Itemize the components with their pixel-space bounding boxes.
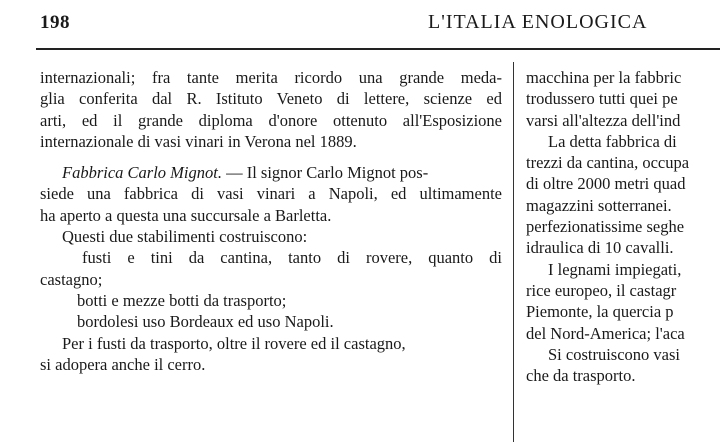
list-item: botti e mezze botti da trasporto;	[77, 290, 287, 310]
text-line: macchina per la fabbric	[526, 68, 682, 87]
text-line: — Il signor Carlo Mignot pos-	[221, 163, 429, 183]
section-heading-line	[40, 162, 502, 183]
text-line: Questi due stabilimenti costruiscono:	[62, 227, 308, 247]
left-column	[40, 67, 502, 375]
header-rule	[36, 48, 720, 50]
right-column	[526, 67, 720, 386]
text-line: siede una fabbrica di vasi vinari a Napoli, ed ultimamente	[40, 184, 502, 204]
text-line: glia conferita dal R. Istituto Veneto di lettere, scienze ed	[40, 89, 502, 109]
text-line: internazionale di vasi vinari in Verona nel 1889.	[40, 131, 357, 151]
list-item: fusti e tini da cantina, tanto di rovere, quanto di	[82, 248, 502, 268]
text-line: si adopera anche il cerro.	[40, 354, 206, 374]
text-line: magazzini sotterranei.	[526, 195, 672, 215]
text-line: trodussero tutti quei pe	[526, 89, 678, 109]
text-line: che da trasporto.	[526, 366, 636, 386]
text-line: arti, ed il grande diploma d'onore ottenuto all'Esposizione	[40, 110, 502, 130]
page-number: 198	[40, 12, 70, 33]
list-item: castagno;	[40, 269, 103, 289]
list-item: bordolesi uso Bordeaux ed uso Napoli.	[77, 312, 334, 332]
text-line: Piemonte, la quercia p	[526, 302, 674, 322]
text-line: perfezionatissime seghe	[526, 217, 685, 237]
text-line: La detta fabbrica di	[548, 131, 677, 151]
running-head: L'ITALIA ENOLOGICA	[428, 11, 648, 33]
text-line: idraulica di 10 cavalli.	[526, 238, 674, 258]
text-line: varsi all'altezza dell'ind	[526, 110, 681, 130]
text-line: I legnami impiegati,	[548, 259, 682, 279]
section-heading: Fabbrica Carlo Mignot.	[62, 163, 222, 183]
text-line: internazionali; fra tante merita ricordo una grande meda-	[40, 68, 502, 87]
text-line: del Nord-America; l'aca	[526, 323, 685, 343]
text-line: trezzi da cantina, occupa	[526, 153, 690, 173]
text-line: Si costruiscono vasi	[548, 344, 680, 364]
column-divider	[513, 62, 514, 442]
text-line: ha aperto a questa una succursale a Barletta.	[40, 205, 332, 225]
text-line: rice europeo, il castagr	[526, 280, 677, 300]
text-line: Per i fusti da trasporto, oltre il rovere ed il castagno,	[62, 333, 406, 353]
text-line: di oltre 2000 metri quad	[526, 174, 686, 194]
